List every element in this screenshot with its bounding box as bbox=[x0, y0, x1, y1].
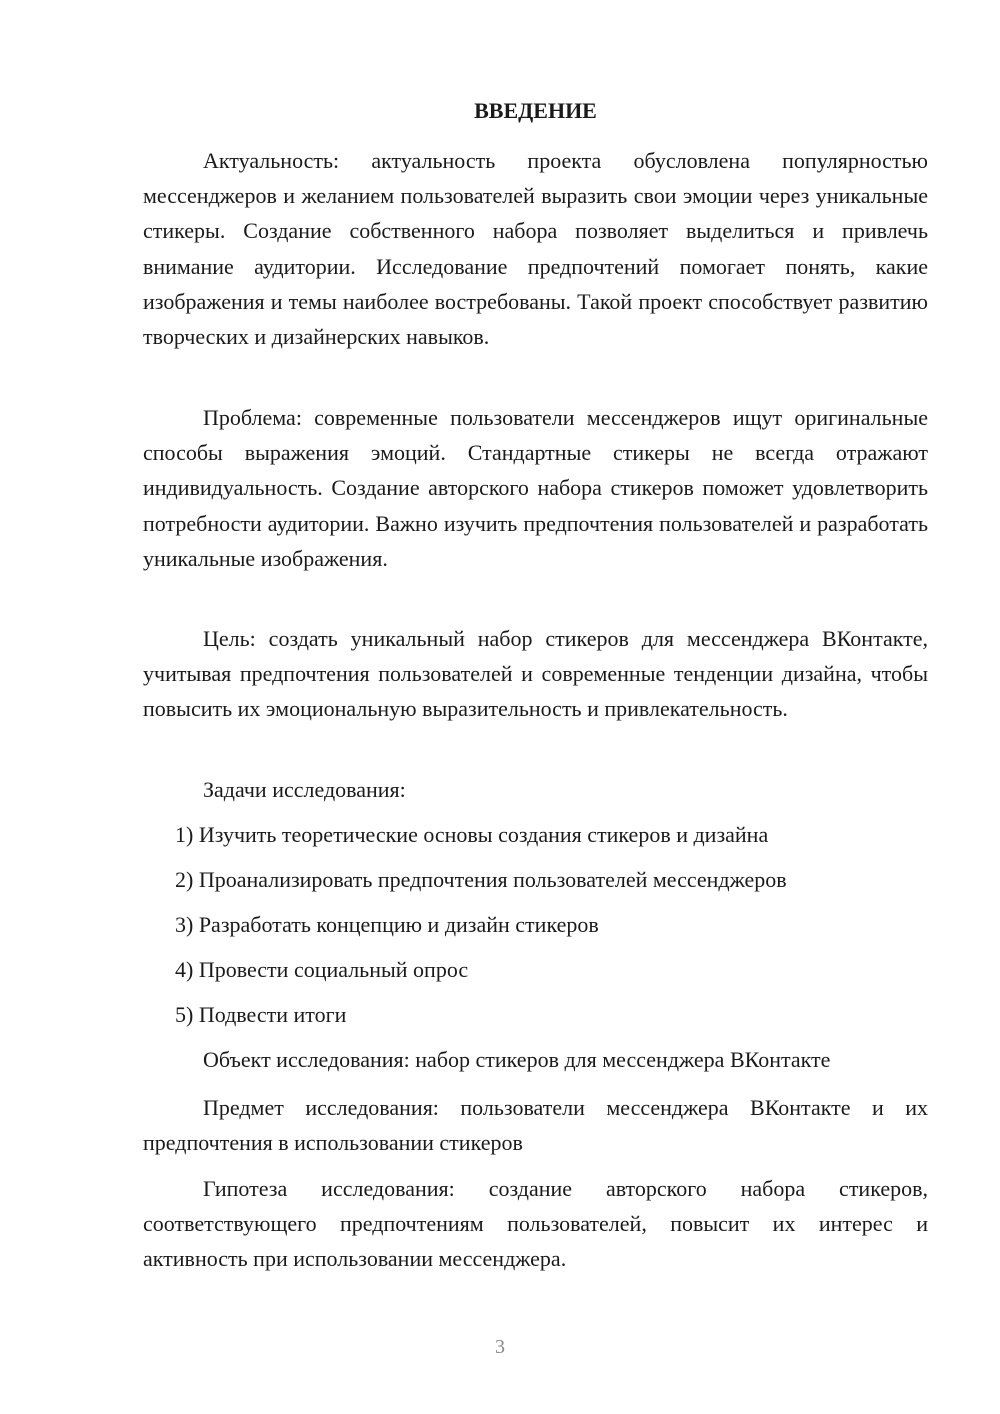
task-item: 4) Провести социальный опрос bbox=[175, 957, 469, 982]
subject-paragraph: Предмет исследования: пользователи мессенджера ВКонтакте и их предпочтения в использовании стикеров bbox=[143, 1095, 928, 1156]
task-item: 5) Подвести итоги bbox=[175, 1002, 347, 1027]
task-item: 1) Изучить теоретические основы создания стикеров и дизайна bbox=[175, 822, 769, 847]
section-heading: ВВЕДЕНИЕ bbox=[474, 98, 597, 123]
hypothesis-paragraph: Гипотеза исследования: создание авторского набора стикеров, соответствующего предпочтениям пользователей, повысит их интерес и активность при использовании мессенджера. bbox=[143, 1176, 928, 1272]
task-item: 3) Разработать концепцию и дизайн стикеров bbox=[175, 912, 599, 937]
object-paragraph: Объект исследования: набор стикеров для мессенджера ВКонтакте bbox=[203, 1047, 831, 1072]
task-item: 2) Проанализировать предпочтения пользователей мессенджеров bbox=[175, 867, 787, 892]
goal-paragraph: Цель: создать уникальный набор стикеров для мессенджера ВКонтакте, учитывая предпочтения пользователей и современные тенденции дизайна, чтобы повысить их эмоциональную выразительность и привлекательность. bbox=[143, 626, 928, 722]
relevance-paragraph: Актуальность: актуальность проекта обусловлена популярностью мессенджеров и желанием пользователей выразить свои эмоции через уникальные стикеры. Создание собственного набора позволяет выделиться и привлечь внимание аудитории. Исследование предпочтений помогает понять, какие изображения и темы наиболее востребованы. Такой проект способствует развитию творческих и дизайнерских навыков. bbox=[143, 148, 928, 350]
tasks-label: Задачи исследования: bbox=[203, 777, 406, 802]
problem-paragraph: Проблема: современные пользователи мессенджеров ищут оригинальные способы выражения эмоций. Стандартные стикеры не всегда отражают индивидуальность. Создание авторского набора стикеров поможет удовлетворить потребности аудитории. Важно изучить предпочтения пользователей и разработать уникальные изображения. bbox=[143, 405, 928, 571]
page-number: 3 bbox=[495, 1336, 505, 1358]
